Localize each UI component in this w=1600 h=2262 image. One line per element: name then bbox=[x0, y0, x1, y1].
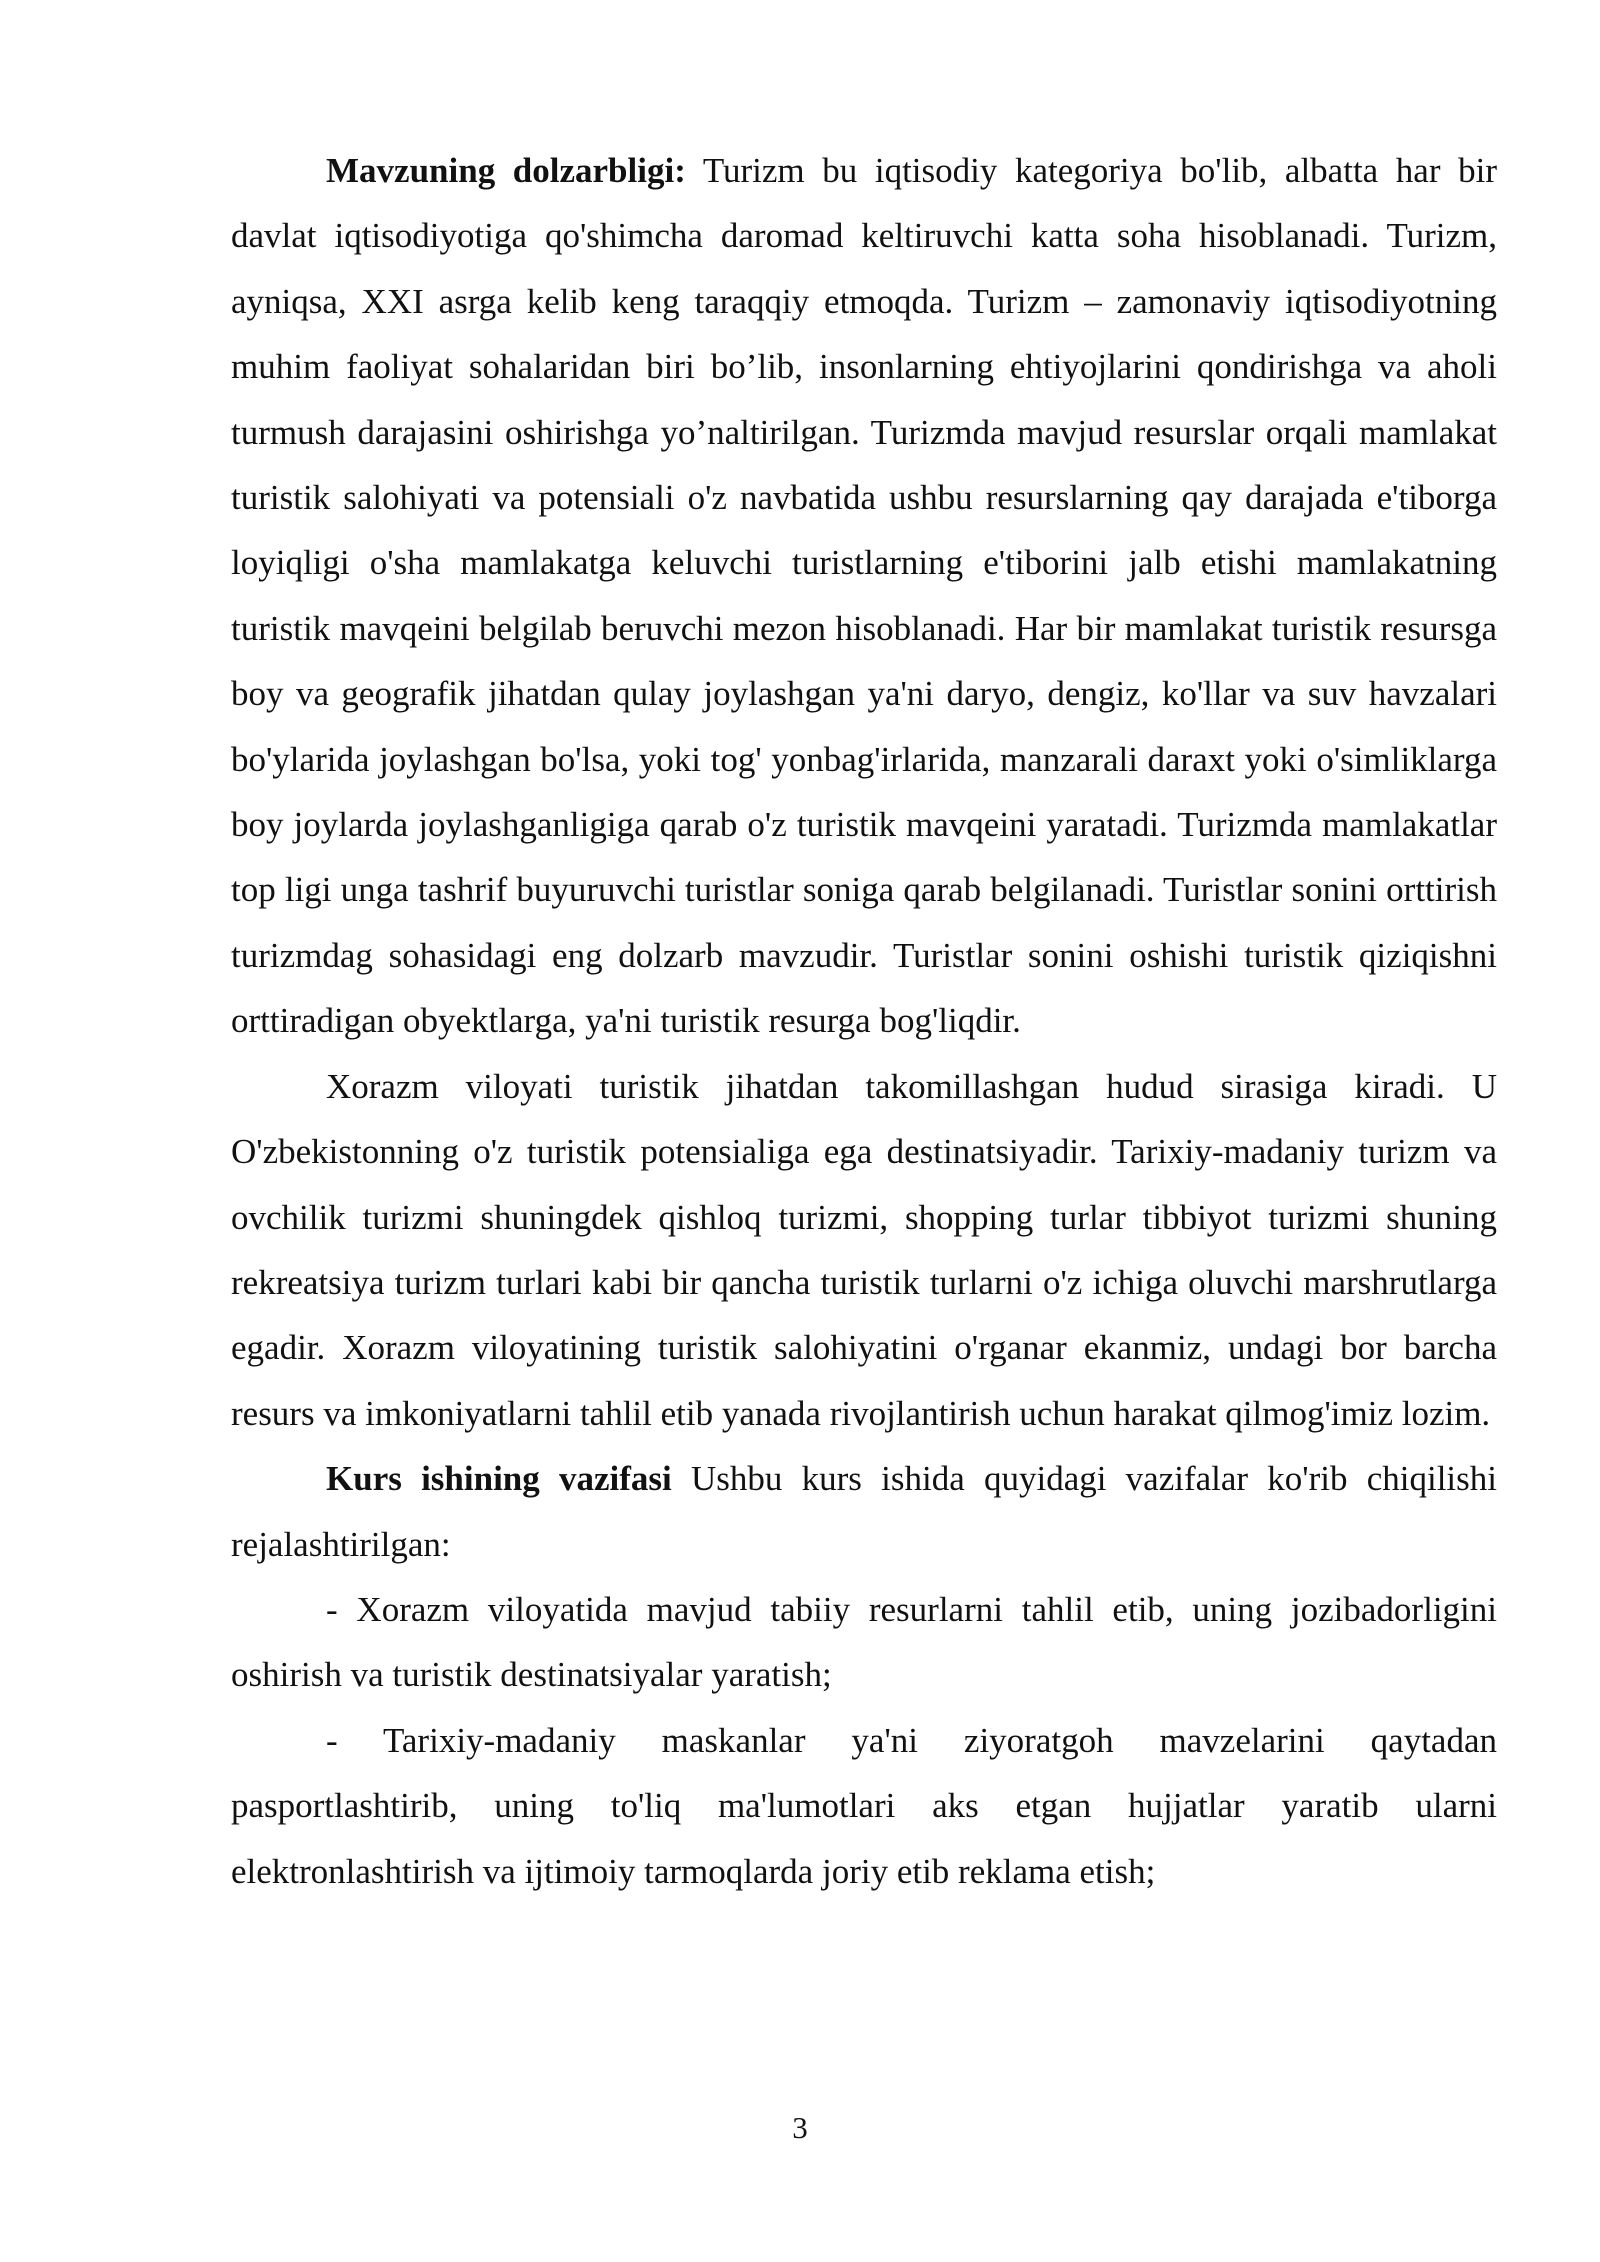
page-number: 3 bbox=[792, 2110, 808, 2145]
paragraph-text-relevance: Turizm bu iqtisodiy kategoriya bo'lib, albatta har bir davlat iqtisodiyotiga qo'shimcha daromad keltiruvchi katta soha hisoblanadi. Turizm, ayniqsa, XXI asrga kelib keng taraqqiy etmoqda. Turizm – zamonaviy iqtisodiyotning muhim faoliyat sohalaridan biri bo’lib, insonlarning ehtiyojlarini qondirishga va aholi turmush darajasini oshirishga yo’naltirilgan. Turizmda mavjud resurslar orqali mamlakat turistik salohiyati va potensiali o'z navbatida ushbu resurslarning qay darajada e'tiborga loyiqligi o'sha mamlakatga keluvchi turistlarning e'tiborini jalb etishi mamlakatning turistik mavqeini belgilab beruvchi mezon hisoblanadi. Har bir mamlakat turistik resursga boy va geografik jihatdan qulay joylashgan ya'ni daryo, dengiz, ko'llar va suv havzalari bo'ylarida joylashgan bo'lsa, yoki tog' yonbag'irlarida, manzarali daraxt yoki o'simliklarga boy joylarda joylashganligiga qarab o'z turistik mavqeini yaratadi. Turizmda mamlakatlar top ligi unga tashrif buyuruvchi turistlar soniga qarab belgilanadi. Turistlar sonini orttirish turizmdag sohasidagi eng dolzarb mavzudir. Turistlar sonini oshishi turistik qiziqishni orttiradigan obyektlarga, ya'ni turistik resurga bog'liqdir. bbox=[231, 151, 1497, 1041]
paragraph-heading-relevance: Mavzuning dolzarbligi: bbox=[326, 151, 686, 190]
document-body bbox=[231, 138, 1497, 1904]
task-list-item: - Xorazm viloyatida mavjud tabiiy resurlarni tahlil etib, uning jozibadorligini oshirish va turistik destinatsiyalar yaratish; bbox=[231, 1589, 1497, 1695]
paragraph-text-tasks: Ushbu kurs ishida quyidagi vazifalar ko'rib chiqilishi rejalashtirilgan: bbox=[231, 1459, 1497, 1564]
paragraph-tasks bbox=[231, 1446, 1497, 1577]
paragraph-xorazm bbox=[231, 1054, 1497, 1446]
task-list-item: - Tarixiy-madaniy maskanlar ya'ni ziyoratgoh mavzelarini qaytadan pasportlashtirib, uning to'liq ma'lumotlari aks etgan hujjatlar yaratib ularni elektronlashtirish va ijtimoiy tarmoqlarda joriy etib reklama etish; bbox=[231, 1720, 1497, 1891]
paragraph-heading-tasks: Kurs ishining vazifasi bbox=[326, 1459, 672, 1499]
paragraph-text-xorazm: Xorazm viloyati turistik jihatdan takomillashgan hudud sirasiga kiradi. U O'zbekistonning o'z turistik potensialiga ega destinatsiyadir. Tarixiy-madaniy turizm va ovchilik turizmi shuningdek qishloq turizmi, shopping turlar tibbiyot turizmi shuning rekreatsiya turizm turlari kabi bir qancha turistik turlarni o'z ichiga oluvchi marshrutlarga egadir. Xorazm viloyatining turistik salohiyatini o'rganar ekanmiz, undagi bor barcha resurs va imkoniyatlarni tahlil etib yanada rivojlantirish uchun harakat qilmog'imiz lozim. bbox=[231, 1066, 1497, 1433]
paragraph-relevance bbox=[231, 138, 1497, 1054]
